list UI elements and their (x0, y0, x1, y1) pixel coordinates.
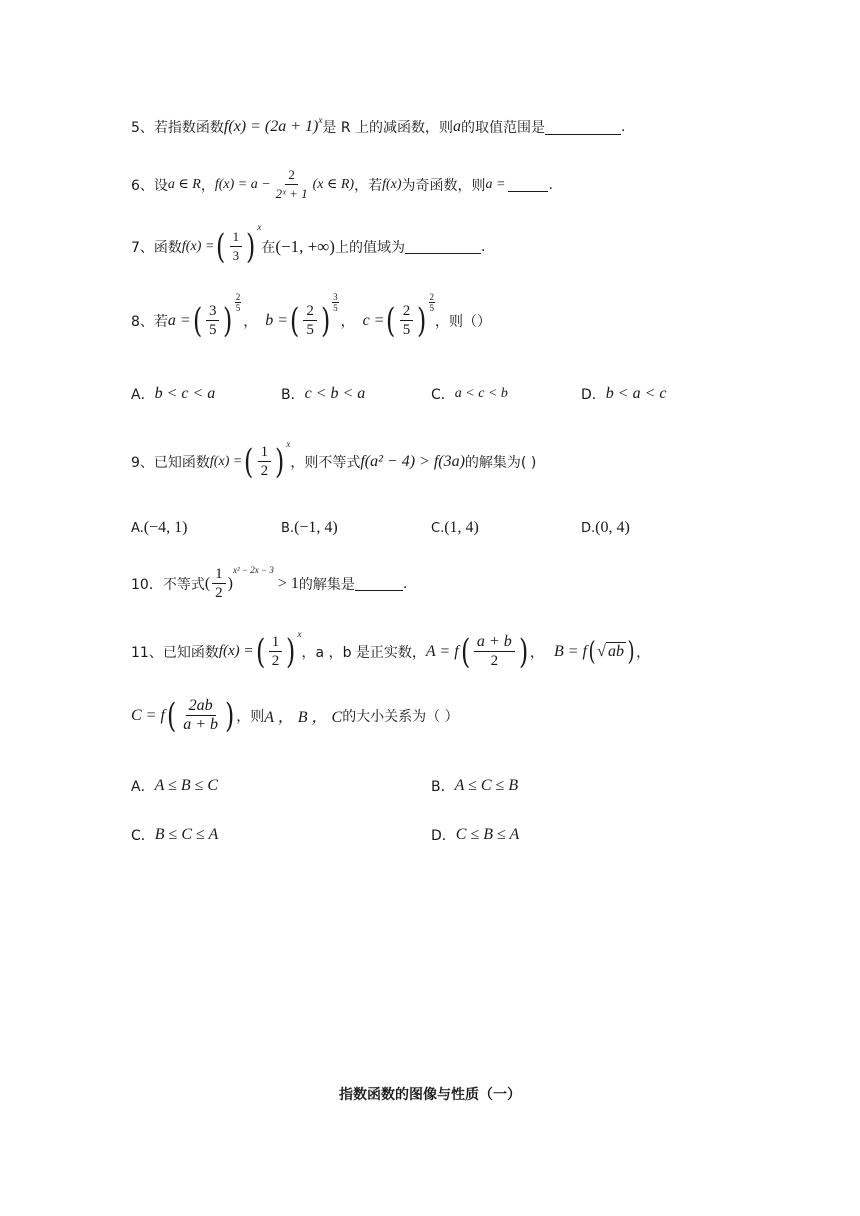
q5-answer-blank[interactable] (545, 120, 621, 135)
q8-c-den: 5 (402, 322, 411, 338)
option-text: b < c < a (154, 385, 216, 402)
q11-A-den: 2 (490, 653, 499, 669)
q5-function: f(x) = (2a + 1) (223, 118, 319, 135)
option-label: A． (131, 779, 155, 795)
q8-sep-1: ， (243, 313, 258, 330)
option-label: B． (281, 387, 305, 403)
question-11-line-2 (131, 697, 459, 734)
question-5 (131, 117, 625, 137)
q8-a-fraction (206, 302, 220, 339)
q8-c-fraction (400, 302, 414, 339)
q9-text: ，则不等式 (290, 454, 361, 471)
q6-answer-blank[interactable] (508, 177, 548, 192)
q5-number: 5、若指数函数 (131, 120, 224, 136)
q8-number: 8、若 (131, 313, 168, 330)
q11-option-a[interactable] (131, 776, 218, 796)
q11-end: 的大小关系为（ ） (342, 708, 459, 725)
option-label: C． (431, 387, 455, 403)
q8-a-den: 5 (208, 322, 217, 338)
q6-fraction (273, 166, 311, 203)
q11-exponent: x (297, 629, 302, 639)
q11-C-fraction (180, 697, 221, 734)
q7-function: f(x) = (181, 238, 215, 254)
q8-b-exponent (332, 292, 339, 313)
q11-option-d[interactable] (431, 825, 519, 845)
q8-c-rparen: ) (417, 300, 427, 341)
q11-C-num: 2ab (186, 697, 216, 716)
question-8 (131, 292, 492, 341)
q9-option-c[interactable] (431, 519, 479, 537)
q8-c-exp-num: 2 (429, 292, 435, 302)
q11-comma: ， (636, 644, 651, 661)
q8-option-d[interactable] (581, 384, 666, 404)
q11-frac-num: 1 (269, 633, 283, 652)
q11-rparen: ) (286, 631, 296, 672)
q6-domain: (x ∈ R) (312, 177, 355, 192)
q6-number: 6、设 (131, 177, 168, 194)
q8-a-exp-num: 2 (235, 292, 241, 302)
q10-fraction (212, 565, 226, 602)
q10-answer-blank[interactable] (355, 576, 403, 591)
q10-exponent: x² − 2x − 3 (232, 565, 274, 575)
q7-right-paren: ) (246, 226, 256, 267)
option-label: A． (131, 387, 155, 403)
q7-answer-blank[interactable] (405, 239, 481, 254)
q8-b-den: 5 (306, 322, 314, 338)
q5-variable: a (453, 118, 462, 135)
option-text: (1, 4) (444, 519, 479, 536)
q9-inequality: f(a² − 4) > f(3a) (360, 452, 465, 470)
q9-frac-num: 1 (258, 443, 272, 462)
q8-c-lparen: ( (386, 300, 396, 341)
q8-option-c[interactable] (431, 384, 508, 404)
q5-period: . (621, 119, 626, 135)
q11-number: 11、已知函数 (131, 644, 219, 661)
section-title: 指数函数的图像与性质（一） (339, 1087, 521, 1103)
q11-fraction (269, 633, 283, 670)
q9-frac-den: 2 (260, 463, 269, 479)
option-text: a < c < b (454, 386, 508, 401)
q11-B-lhs: B = f (553, 642, 587, 660)
q8-b-fraction (303, 302, 317, 339)
q8-end: ，则（） (435, 313, 492, 330)
q8-a-exp-den: 5 (235, 303, 241, 313)
q11-C-rparen: ) (224, 695, 235, 736)
q8-option-a[interactable] (131, 384, 215, 404)
option-text: (0, 4) (595, 519, 630, 536)
q11-text: ，a ，b 是正实数， (301, 644, 426, 661)
q9-rparen: ) (275, 441, 285, 482)
q9-number: 9、已知函数 (131, 454, 210, 471)
q11-A-lparen: ( (460, 631, 470, 672)
q9-function: f(x) = (209, 453, 243, 469)
q8-c-num: 2 (400, 302, 414, 321)
q8-b-exp-num: 3 (333, 292, 338, 302)
q7-period: . (480, 238, 486, 255)
q11-A-num: a + b (474, 633, 515, 652)
q7-frac-num: 1 (230, 228, 243, 247)
q10-rparen: ) (227, 574, 233, 592)
q8-a-exponent (235, 292, 242, 313)
q10-period: . (402, 575, 408, 592)
q9-option-a[interactable] (131, 519, 187, 537)
option-text: B ≤ C ≤ A (154, 826, 219, 843)
q7-number: 7、函数 (131, 239, 182, 256)
q6-a-eq: a = (485, 176, 506, 192)
option-label: A. (131, 520, 144, 536)
q11-vars: A ， B ， C (264, 709, 343, 726)
q11-A-lhs: A = f (425, 642, 459, 660)
option-text: A ≤ C ≤ B (454, 777, 519, 794)
q11-then: ，则 (236, 708, 265, 725)
option-label: D． (581, 387, 606, 403)
sqrt-icon: √ (597, 642, 606, 660)
option-text: b < a < c (605, 385, 667, 402)
q11-B-radicand: ab (607, 643, 624, 660)
q8-a-num: 3 (206, 302, 220, 321)
q11-A-fraction (474, 633, 515, 670)
option-label: D． (431, 828, 456, 844)
q10-lparen: ( (204, 574, 211, 592)
option-label: B. (281, 520, 295, 536)
q8-a-lhs: a = (167, 311, 191, 329)
q11-A-rparen: ) (518, 631, 528, 672)
q6-text: ，若 (354, 177, 383, 194)
q8-c-lhs: c = (362, 311, 385, 329)
q11-sep: ， (529, 644, 544, 661)
q8-b-rparen: ) (320, 300, 331, 341)
q8-b-exp-den: 5 (333, 303, 338, 313)
q9-option-d[interactable] (581, 519, 630, 537)
q6-fx: f(x) (382, 176, 402, 192)
q6-function: f(x) = a − (214, 176, 271, 192)
question-7 (131, 222, 486, 267)
option-text: c < b < a (304, 385, 366, 402)
q7-text-2: 上的值域为 (334, 239, 405, 256)
q8-b-num: 2 (303, 302, 317, 321)
q11-option-c[interactable] (131, 825, 218, 845)
option-text: (−4, 1) (143, 519, 188, 536)
option-label: D. (581, 520, 596, 536)
q10-frac-num: 1 (212, 565, 226, 584)
q11-lparen: ( (255, 631, 265, 672)
q7-text: 在 (261, 239, 276, 256)
q11-C-den: a + b (183, 716, 218, 733)
q6-frac-num: 2 (285, 166, 298, 185)
q9-end: 的解集为( ) (464, 454, 537, 471)
option-label: C. (431, 520, 445, 536)
question-9 (131, 439, 537, 482)
question-6 (131, 166, 553, 203)
q7-exponent: x (257, 222, 262, 232)
q7-frac-den: 3 (232, 248, 240, 263)
q8-a-rparen: ) (223, 300, 233, 341)
q7-interval: (−1, +∞) (275, 236, 335, 256)
q5-text-2: 的取值范围是 (461, 120, 546, 136)
q9-lparen: ( (244, 441, 254, 482)
q11-function: f(x) = (218, 643, 254, 659)
q8-a-lparen: ( (192, 300, 202, 341)
q8-b-lhs: b = (265, 311, 289, 329)
q9-option-b[interactable] (281, 519, 338, 537)
q11-B-lparen: ( (588, 636, 596, 667)
q6-text-2: 为奇函数，则 (401, 177, 486, 194)
q11-option-b[interactable] (431, 776, 518, 796)
q11-C-lhs: C = f (131, 706, 165, 724)
q8-sep-2: ， (340, 313, 355, 330)
q5-text: 是 R 上的减函数，则 (322, 120, 454, 136)
q7-fraction (230, 228, 243, 265)
q6-frac-den: 2ˣ + 1 (275, 186, 308, 201)
q8-option-b[interactable] (281, 384, 365, 404)
question-11 (131, 629, 651, 672)
q7-left-paren: ( (216, 226, 226, 267)
q11-sqrt (597, 642, 626, 661)
q10-number: 10．不等式 (131, 576, 205, 593)
q5-exponent: x (318, 115, 323, 125)
q6-period: . (548, 176, 553, 193)
q10-gt: > 1 (277, 574, 299, 592)
q11-C-lparen: ( (166, 695, 177, 736)
q8-c-exp-den: 5 (429, 303, 435, 313)
q6-condition: a ∈ R (167, 177, 201, 192)
question-10 (131, 565, 407, 602)
q10-text: 的解集是 (298, 576, 355, 593)
option-text: (−1, 4) (294, 519, 338, 536)
option-text: C ≤ B ≤ A (455, 826, 520, 843)
q8-b-lparen: ( (290, 300, 300, 341)
q9-fraction (258, 443, 272, 480)
option-label: B． (431, 779, 455, 795)
option-text: A ≤ B ≤ C (154, 777, 219, 794)
q10-frac-den: 2 (215, 585, 223, 601)
option-label: C． (131, 828, 155, 844)
q11-frac-den: 2 (271, 653, 280, 669)
q11-B-rparen: ) (627, 636, 635, 667)
q9-exponent: x (286, 439, 291, 449)
q6-comma: ， (200, 177, 215, 194)
